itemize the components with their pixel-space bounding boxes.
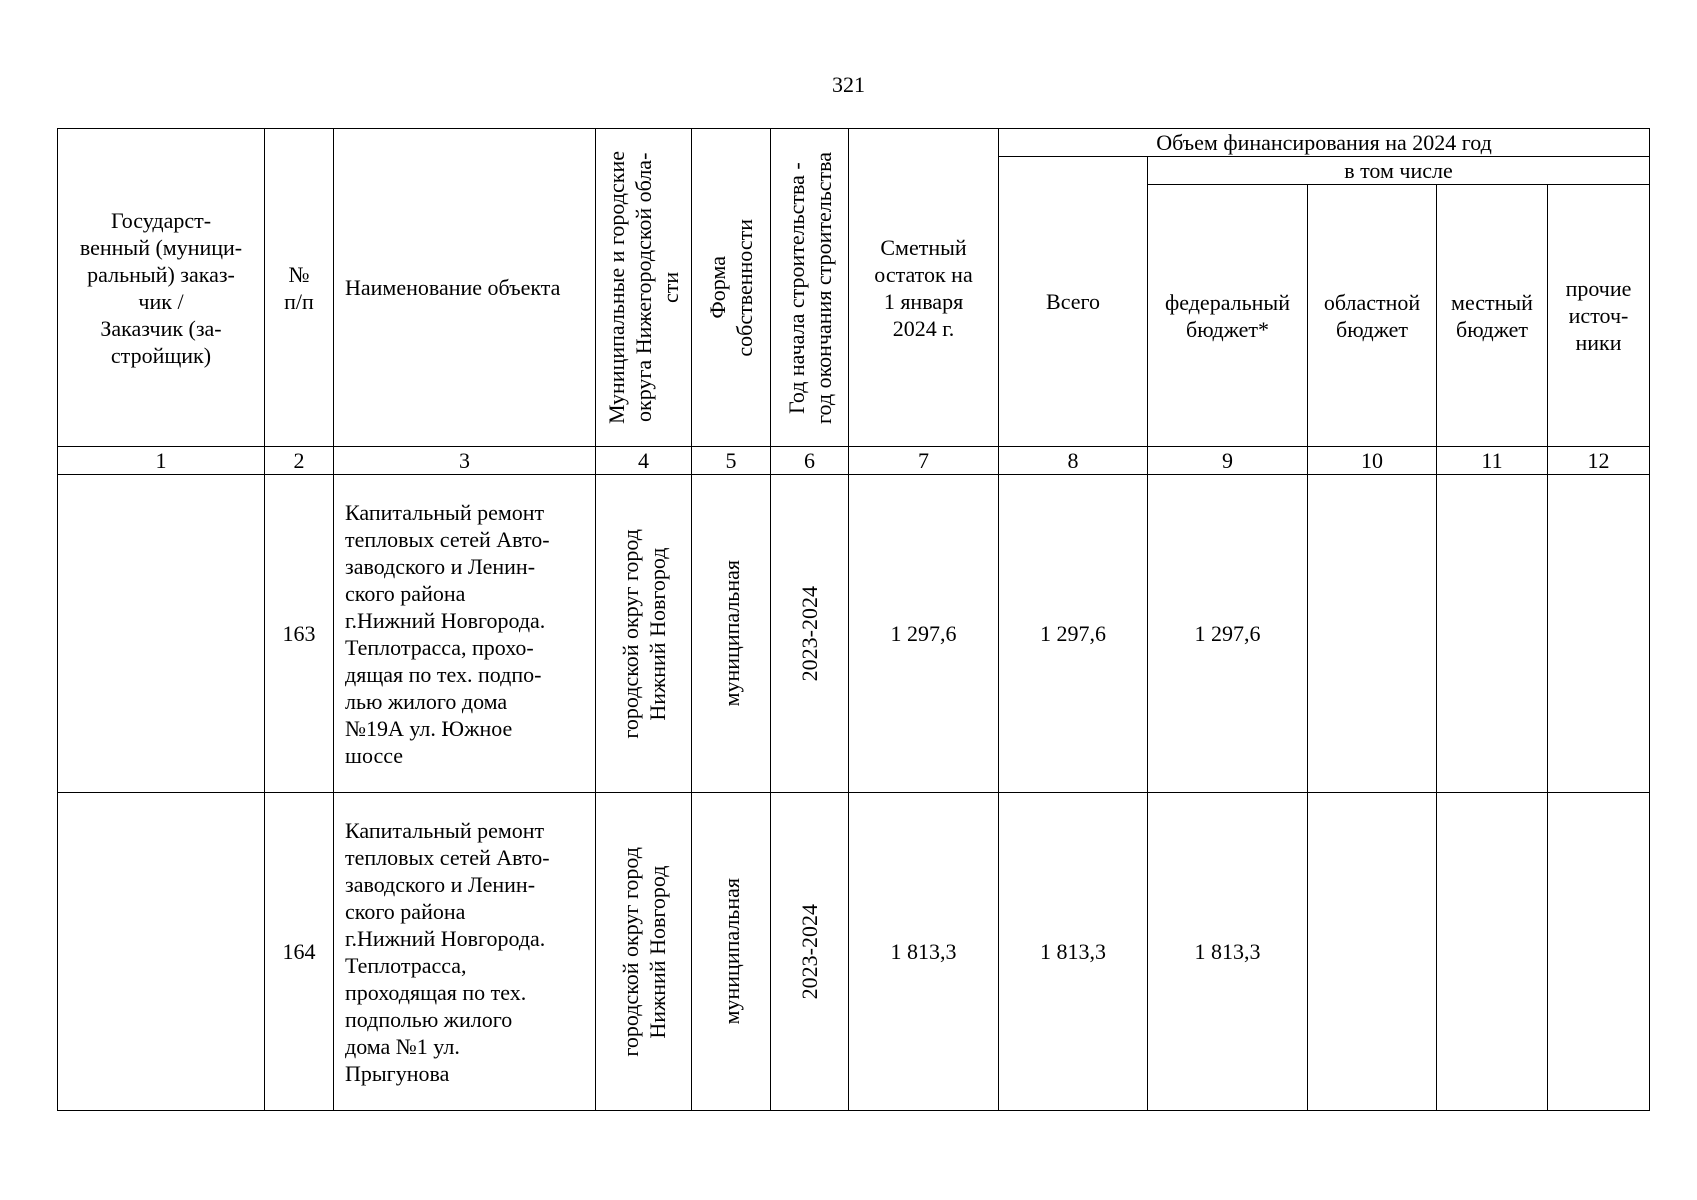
cell-years: 2023-2024 <box>771 475 849 793</box>
column-number: 3 <box>334 447 596 475</box>
header-municipality: Муниципальные и городские округа Нижегородской обла- сти <box>596 129 692 447</box>
cell-regional <box>1308 475 1437 793</box>
column-number: 11 <box>1437 447 1548 475</box>
header-federal: федеральный бюджет* <box>1148 185 1308 447</box>
cell-regional <box>1308 793 1437 1111</box>
header-including: в том числе <box>1148 157 1650 185</box>
cell-municipality: городской округ город Нижний Новгород <box>596 475 692 793</box>
cell-object-name: Капитальный ремонт тепловых сетей Авто- заводского и Ленин- ского района г.Нижний Новгорода. Теплотрасса, прохо- дящая по тех. подпо- лью жилого дома №19А ул. Южное шоссе <box>334 475 596 793</box>
table-row <box>58 793 1650 1111</box>
header-object-name: Наименование объекта <box>334 129 596 447</box>
cell-object-name: Капитальный ремонт тепловых сетей Авто- заводского и Ленин- ского района г.Нижний Новгорода. Теплотрасса, проходящая по тех. подполью жилого дома №1 ул. Прыгунова <box>334 793 596 1111</box>
header-other: прочие источ- ники <box>1548 185 1650 447</box>
header-customer: Государст- венный (муници- pальный) заказ- чик / Заказчик (за- стройщик) <box>58 129 265 447</box>
column-number: 4 <box>596 447 692 475</box>
header-regional: областной бюджет <box>1308 185 1437 447</box>
financing-table <box>57 128 1650 1111</box>
cell-total: 1 813,3 <box>999 793 1148 1111</box>
cell-balance: 1 813,3 <box>849 793 999 1111</box>
header-number: № п/п <box>265 129 334 447</box>
page-number: 321 <box>832 72 865 97</box>
header-funding-group: Объем финансирования на 2024 год <box>999 129 1650 157</box>
cell-customer <box>58 475 265 793</box>
cell-balance: 1 297,6 <box>849 475 999 793</box>
column-number: 2 <box>265 447 334 475</box>
cell-number: 164 <box>265 793 334 1111</box>
column-number: 7 <box>849 447 999 475</box>
cell-ownership: муниципальная <box>692 475 771 793</box>
column-number: 6 <box>771 447 849 475</box>
header-total: Всего <box>999 157 1148 447</box>
cell-municipality: городской округ город Нижний Новгород <box>596 793 692 1111</box>
cell-federal: 1 297,6 <box>1148 475 1308 793</box>
cell-number: 163 <box>265 475 334 793</box>
column-number: 9 <box>1148 447 1308 475</box>
cell-federal: 1 813,3 <box>1148 793 1308 1111</box>
header-row-1 <box>58 129 1650 157</box>
cell-local <box>1437 793 1548 1111</box>
table-row <box>58 475 1650 793</box>
header-balance: Сметный остаток на 1 января 2024 г. <box>849 129 999 447</box>
cell-years: 2023-2024 <box>771 793 849 1111</box>
header-ownership: Форма собственности <box>692 129 771 447</box>
column-number: 5 <box>692 447 771 475</box>
cell-total: 1 297,6 <box>999 475 1148 793</box>
column-number: 12 <box>1548 447 1650 475</box>
header-local: местный бюджет <box>1437 185 1548 447</box>
header-years: Год начала строительства - год окончания строительства <box>771 129 849 447</box>
column-number: 1 <box>58 447 265 475</box>
column-number: 10 <box>1308 447 1437 475</box>
cell-customer <box>58 793 265 1111</box>
cell-local <box>1437 475 1548 793</box>
column-number: 8 <box>999 447 1148 475</box>
column-numbers-row <box>58 447 1650 475</box>
cell-other <box>1548 793 1650 1111</box>
cell-ownership: муниципальная <box>692 793 771 1111</box>
cell-other <box>1548 475 1650 793</box>
